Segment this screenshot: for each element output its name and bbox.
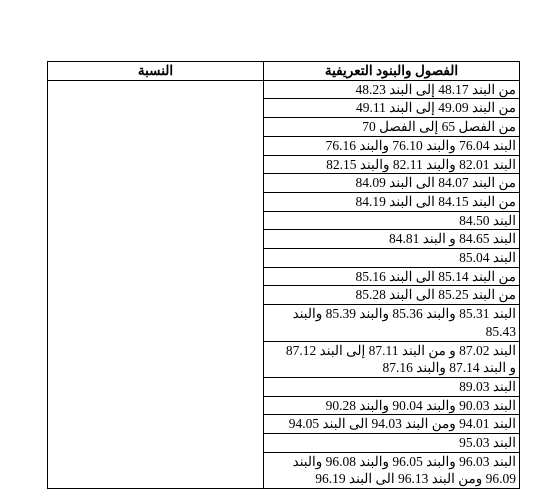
header-codes: الفصول والبنود التعريفية — [264, 62, 520, 81]
rate-cell — [48, 80, 264, 488]
tariff-code-text: من البند 85.25 الى البند 85.28 — [355, 287, 516, 303]
tariff-code-text: البند 87.02 و من البند 87.11 إلى البند 87.12 — [285, 342, 516, 358]
tariff-code-text: من البند 84.15 الى البند 84.19 — [355, 193, 516, 209]
tariff-code-cell — [264, 415, 520, 434]
tariff-code-cell — [264, 136, 520, 155]
tariff-code-text: البند 94.01 ومن البند 94.03 الى البند 94.05 — [288, 416, 516, 432]
tariff-code-cell — [264, 155, 520, 174]
tariff-code-cell — [264, 267, 520, 286]
tariff-code-cell — [264, 249, 520, 268]
table-row — [48, 80, 520, 99]
table-body — [48, 80, 520, 488]
tariff-code-text: من الفصل 65 إلى الفصل 70 — [362, 119, 516, 135]
tariff-code-text: البند 96.03 والبند 96.05 والبند 96.08 والبند — [292, 453, 516, 469]
tariff-code-cell — [264, 305, 520, 341]
tariff-code-text: البند 84.65 و البند 84.81 — [389, 231, 516, 247]
tariff-code-text: من البند 48.17 إلى البند 48.23 — [355, 81, 516, 97]
tariff-code-cell — [264, 118, 520, 137]
tariff-code-cell — [264, 192, 520, 211]
tariff-code-text: 85.43 — [485, 323, 516, 339]
header-row — [48, 62, 520, 81]
tariff-code-text: من البند 85.14 الى البند 85.16 — [355, 268, 516, 284]
tariff-code-text: البند 85.31 والبند 85.36 والبند 85.39 والبند — [292, 306, 516, 322]
tariff-code-cell — [264, 286, 520, 305]
tariff-code-text: من البند 84.07 الى البند 84.09 — [355, 175, 516, 191]
tariff-code-text: البند 84.50 — [459, 212, 516, 228]
tariff-table — [47, 61, 520, 489]
tariff-code-text: البند 89.03 — [459, 378, 516, 394]
tariff-code-cell — [264, 80, 520, 99]
tariff-code-text: البند 85.04 — [459, 250, 516, 266]
tariff-code-text: البند 90.03 والبند 90.04 والبند 90.28 — [325, 397, 516, 413]
tariff-code-cell — [264, 396, 520, 415]
tariff-code-text: و البند 87.14 والبند 87.16 — [382, 360, 516, 376]
tariff-code-cell — [264, 174, 520, 193]
tariff-code-text: البند 82.01 والبند 82.11 والبند 82.15 — [326, 156, 516, 172]
tariff-code-cell — [264, 99, 520, 118]
header-rate: النسبة — [48, 62, 264, 81]
tariff-code-text: من البند 49.09 إلى البند 49.11 — [356, 100, 516, 116]
tariff-code-cell — [264, 230, 520, 249]
tariff-code-cell — [264, 211, 520, 230]
tariff-code-cell — [264, 377, 520, 396]
tariff-code-cell — [264, 434, 520, 453]
tariff-code-cell — [264, 341, 520, 377]
tariff-code-cell — [264, 452, 520, 488]
tariff-code-text: البند 76.04 والبند 76.10 والبند 76.16 — [325, 137, 516, 153]
tariff-code-text: 96.09 ومن البند 96.13 الى البند 96.19 — [315, 471, 516, 487]
tariff-code-text: البند 95.03 — [459, 435, 516, 451]
